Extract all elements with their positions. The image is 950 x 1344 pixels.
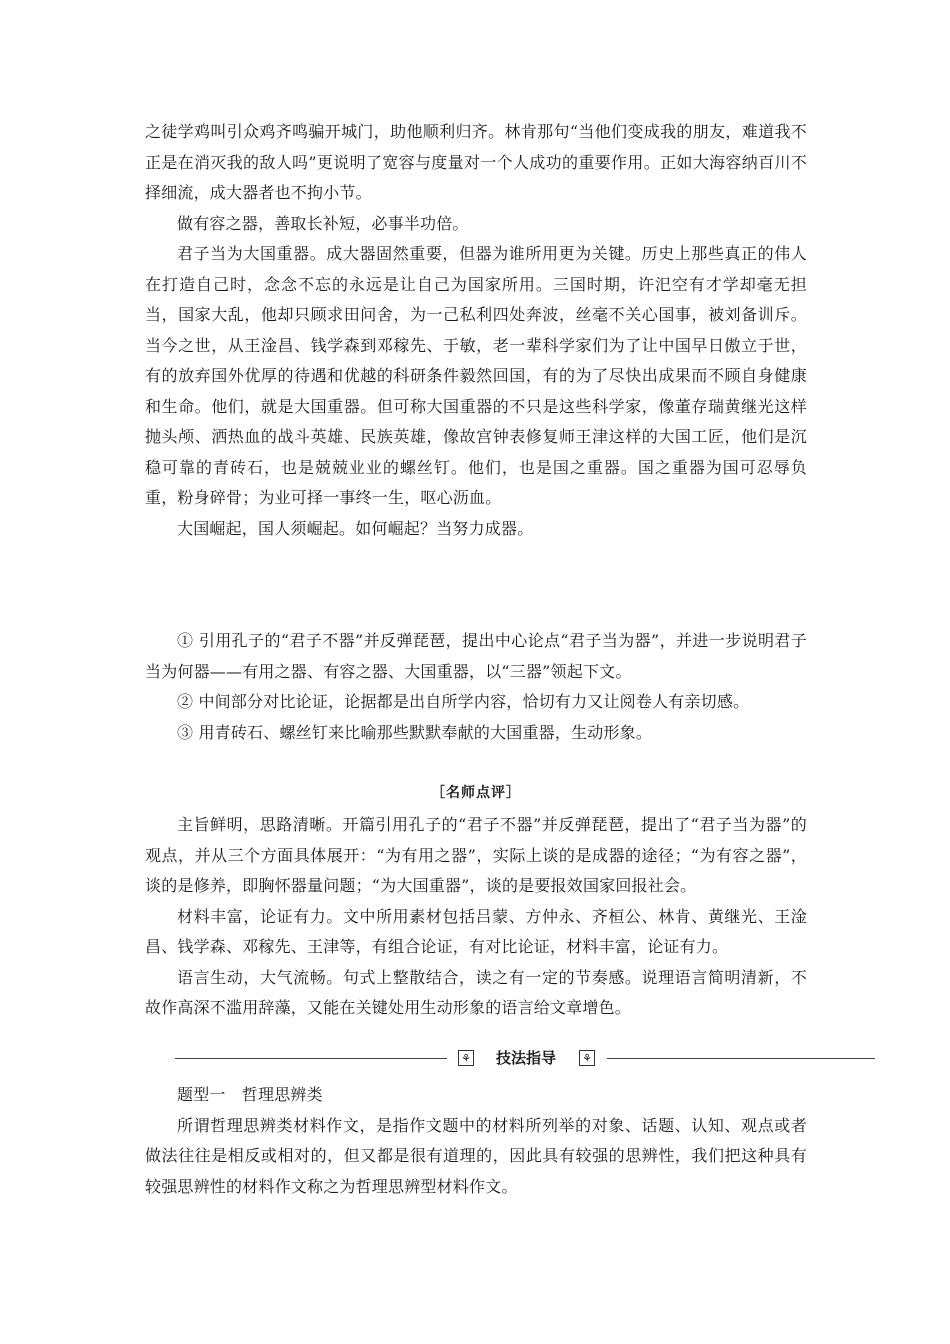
review-paragraph: 材料丰富，论证有力。文中所用素材包括吕蒙、方仲永、齐桓公、林肯、黄继光、王淦昌、钱学森、邓稼先、王津等，有组合论证，有对比论证，材料丰富，论证有力。 <box>145 906 807 956</box>
essay-paragraph: 大国崛起，国人须崛起。如何崛起？当努力成器。 <box>177 518 534 538</box>
section-title: 技法指导 <box>495 1049 556 1067</box>
note-item: ② 中间部分对比论证，论据都是出自所学内容，恰切有力又让阅卷人有亲切感。 <box>177 692 750 711</box>
review-label: ［名师点评］ <box>431 785 521 801</box>
technique-guide <box>145 1080 807 1202</box>
divider-line-right <box>607 1058 875 1059</box>
teacher-review <box>145 810 807 1024</box>
review-paragraph: 语言生动，大气流畅。句式上整散结合，读之有一定的节奏感。说理语言简明清新，不故作高深不滥用辞藻，又能在关键处用生动形象的语言给文章增色。 <box>145 967 807 1017</box>
divider-line-left <box>175 1058 447 1059</box>
leaf-ornament-icon: ⚘ <box>458 1050 474 1066</box>
note-item: ① 引用孔子的“君子不器”并反弹琵琶，提出中心论点“君子当为器”，并进一步说明君子当为何器——有用之器、有容之器、大国重器，以“三器”领起下文。 <box>145 631 807 681</box>
margin-notes <box>145 626 807 748</box>
note-item: ③ 用青砖石、螺丝钉来比喻那些默默奉献的大国重器，生动形象。 <box>177 722 653 742</box>
type-heading: 题型一 哲理思辨类 <box>177 1085 323 1104</box>
essay-paragraph: 之徒学鸡叫引众鸡齐鸣骗开城门，助他顺利归齐。林肯那句“当他们变成我的朋友，难道我不正是在消灭我的敌人吗”更说明了宽容与度量对一个人成功的重要作用。正如大海容纳百川不择细流，成大器者也不拘小节。 <box>145 122 807 202</box>
essay-body <box>145 117 807 544</box>
leaf-ornament-icon: ⚘ <box>579 1050 595 1066</box>
essay-paragraph: 君子当为大国重器。成大器固然重要，但器为谁所用更为关键。历史上那些真正的伟人在打造自己时，念念不忘的永远是让自己为国家所用。三国时期，许汜空有才学却毫无担当，国家大乱，他却只顾求田问舍，为一己私利四处奔波，丝毫不关心国事，被刘备训斥。当今之世，从王淦昌、钱学森到邓稼先、于敏，老一辈科学家们为了让中国早日傲立于世，有的放弃国外优厚的待遇和优越的科研条件毅然回国，有的为了尽快出成果而不顾自身健康和生命。他们，就是大国重器。但可称大国重器的不只是这些科学家，像董存瑞黄继光这样抛头颅、洒热血的战斗英雄、民族英雄，像故宫钟表修复师王津这样的大国工匠，他们是沉稳可靠的青砖石，也是兢兢业业的螺丝钉。他们，也是国之重器。国之重器为国可忍辱负重，粉身碎骨；为业可择一事终一生，呕心沥血。 <box>145 244 807 507</box>
review-paragraph: 主旨鲜明，思路清晰。开篇引用孔子的“君子不器”并反弹琵琶，提出了“君子当为器”的观点，并从三个方面具体展开：“为有用之器”，实际上谈的是成器的途径；“为有容之器”，谈的是修养，即胸怀器量问题；“为大国重器”，谈的是要报效国家回报社会。 <box>145 815 807 895</box>
essay-paragraph: 做有容之器，善取长补短，必事半功倍。 <box>177 213 469 233</box>
section-divider <box>175 1048 875 1068</box>
guide-paragraph: 所谓哲理思辨类材料作文，是指作文题中的材料所列举的对象、话题、认知、观点或者做法往往是相反或相对的，但又都是很有道理的，因此具有较强的思辨性，我们把这种具有较强思辨性的材料作文称之为哲理思辨型材料作文。 <box>145 1115 807 1196</box>
